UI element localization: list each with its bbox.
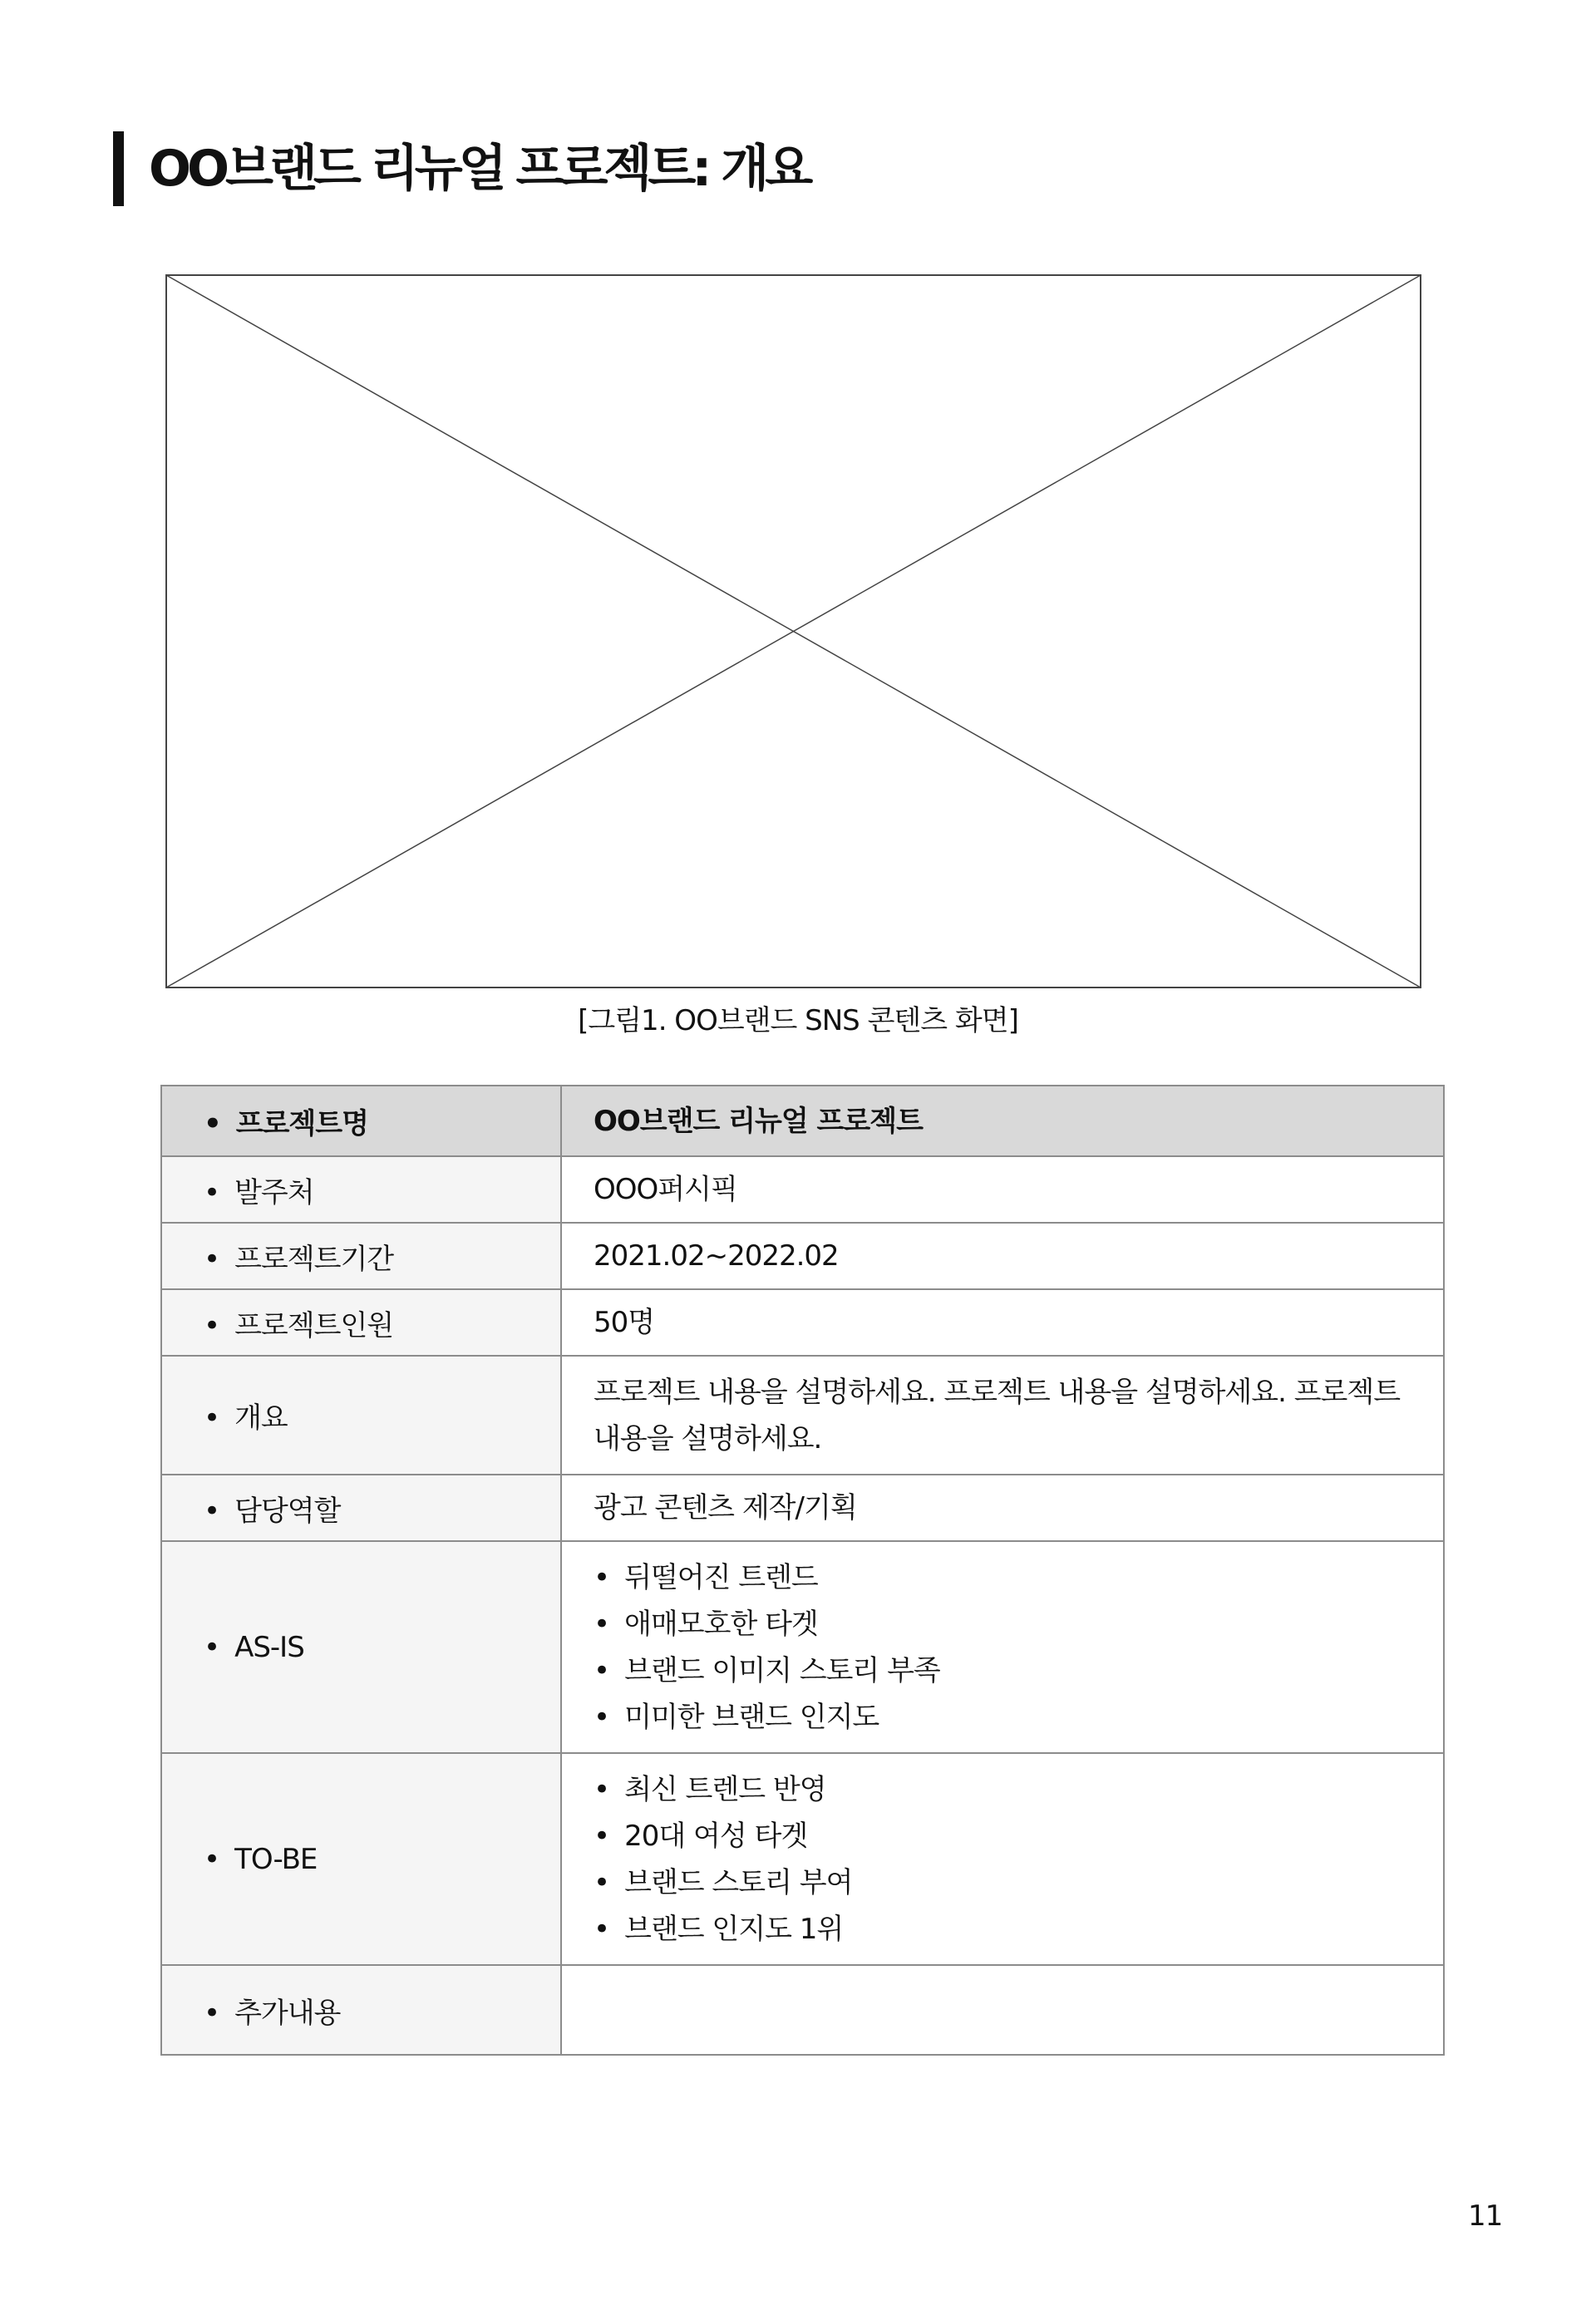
row-value: OO브랜드 리뉴얼 프로젝트 bbox=[561, 1086, 1444, 1156]
row-value: OOO퍼시픽 bbox=[561, 1156, 1444, 1223]
bullet-icon: • bbox=[594, 1912, 610, 1946]
bullet-icon: • bbox=[594, 1653, 610, 1687]
bullet-icon: • bbox=[204, 1842, 220, 1876]
bullet-icon: • bbox=[204, 1630, 220, 1664]
bullet-icon: • bbox=[594, 1865, 610, 1899]
page-heading bbox=[113, 131, 809, 206]
row-label: • 담당역할 bbox=[161, 1475, 561, 1541]
bullet-icon: • bbox=[204, 1401, 220, 1435]
table-row bbox=[161, 1223, 1444, 1289]
page-title: OO브랜드 리뉴얼 프로젝트: 개요 bbox=[149, 140, 810, 198]
bullet-icon: • bbox=[204, 1494, 220, 1528]
table-row bbox=[161, 1356, 1444, 1475]
bullet-icon: • bbox=[594, 1560, 610, 1594]
list-item: • 브랜드 이미지 스토리 부족 bbox=[594, 1647, 1418, 1694]
row-label: • 추가내용 bbox=[161, 1965, 561, 2055]
row-value: 광고 콘텐츠 제작/기획 bbox=[561, 1475, 1444, 1541]
title-accent-bar bbox=[113, 131, 124, 206]
table-row bbox=[161, 1289, 1444, 1356]
tobe-list bbox=[594, 1766, 1418, 1953]
list-item: • 뒤떨어진 트렌드 bbox=[594, 1554, 1418, 1601]
table-row bbox=[161, 1541, 1444, 1753]
table-row bbox=[161, 1086, 1444, 1156]
project-info-table bbox=[160, 1085, 1445, 2056]
page-number: 11 bbox=[1468, 2199, 1503, 2233]
table-row bbox=[161, 1753, 1444, 1965]
figure-caption: [그림1. OO브랜드 SNS 콘텐츠 화면] bbox=[578, 1004, 1018, 1037]
image-placeholder-icon bbox=[165, 274, 1421, 988]
list-item: • 20대 여성 타겟 bbox=[594, 1813, 1418, 1859]
row-label: • 프로젝트인원 bbox=[161, 1289, 561, 1356]
row-value bbox=[561, 1753, 1444, 1965]
bullet-icon: • bbox=[594, 1772, 610, 1806]
bullet-icon: • bbox=[594, 1819, 610, 1853]
row-label: • 개요 bbox=[161, 1356, 561, 1475]
list-item: • 애매모호한 타겟 bbox=[594, 1601, 1418, 1647]
bullet-icon: • bbox=[204, 1996, 220, 2030]
row-label: • 프로젝트명 bbox=[161, 1086, 561, 1156]
bullet-icon: • bbox=[594, 1607, 610, 1641]
row-value: 프로젝트 내용을 설명하세요. 프로젝트 내용을 설명하세요. 프로젝트 내용을 설명하세요. bbox=[561, 1356, 1444, 1475]
bullet-icon: • bbox=[204, 1242, 220, 1276]
bullet-icon: • bbox=[204, 1175, 220, 1209]
row-value: 50명 bbox=[561, 1289, 1444, 1356]
asis-list bbox=[594, 1554, 1418, 1741]
row-value: 2021.02~2022.02 bbox=[561, 1223, 1444, 1289]
list-item: • 브랜드 스토리 부여 bbox=[594, 1859, 1418, 1906]
list-item: • 브랜드 인지도 1위 bbox=[594, 1906, 1418, 1953]
bullet-icon: • bbox=[594, 1700, 610, 1734]
bullet-icon: • bbox=[204, 1107, 221, 1140]
list-item: • 최신 트렌드 반영 bbox=[594, 1766, 1418, 1813]
row-label: • TO-BE bbox=[161, 1753, 561, 1965]
table-row bbox=[161, 1156, 1444, 1223]
bullet-icon: • bbox=[204, 1308, 220, 1342]
row-value bbox=[561, 1965, 1444, 2055]
table-row bbox=[161, 1965, 1444, 2055]
list-item: • 미미한 브랜드 인지도 bbox=[594, 1694, 1418, 1741]
row-label: • 프로젝트기간 bbox=[161, 1223, 561, 1289]
row-label: • AS-IS bbox=[161, 1541, 561, 1753]
table-row bbox=[161, 1475, 1444, 1541]
row-value bbox=[561, 1541, 1444, 1753]
row-label: • 발주처 bbox=[161, 1156, 561, 1223]
image-placeholder bbox=[165, 274, 1421, 988]
